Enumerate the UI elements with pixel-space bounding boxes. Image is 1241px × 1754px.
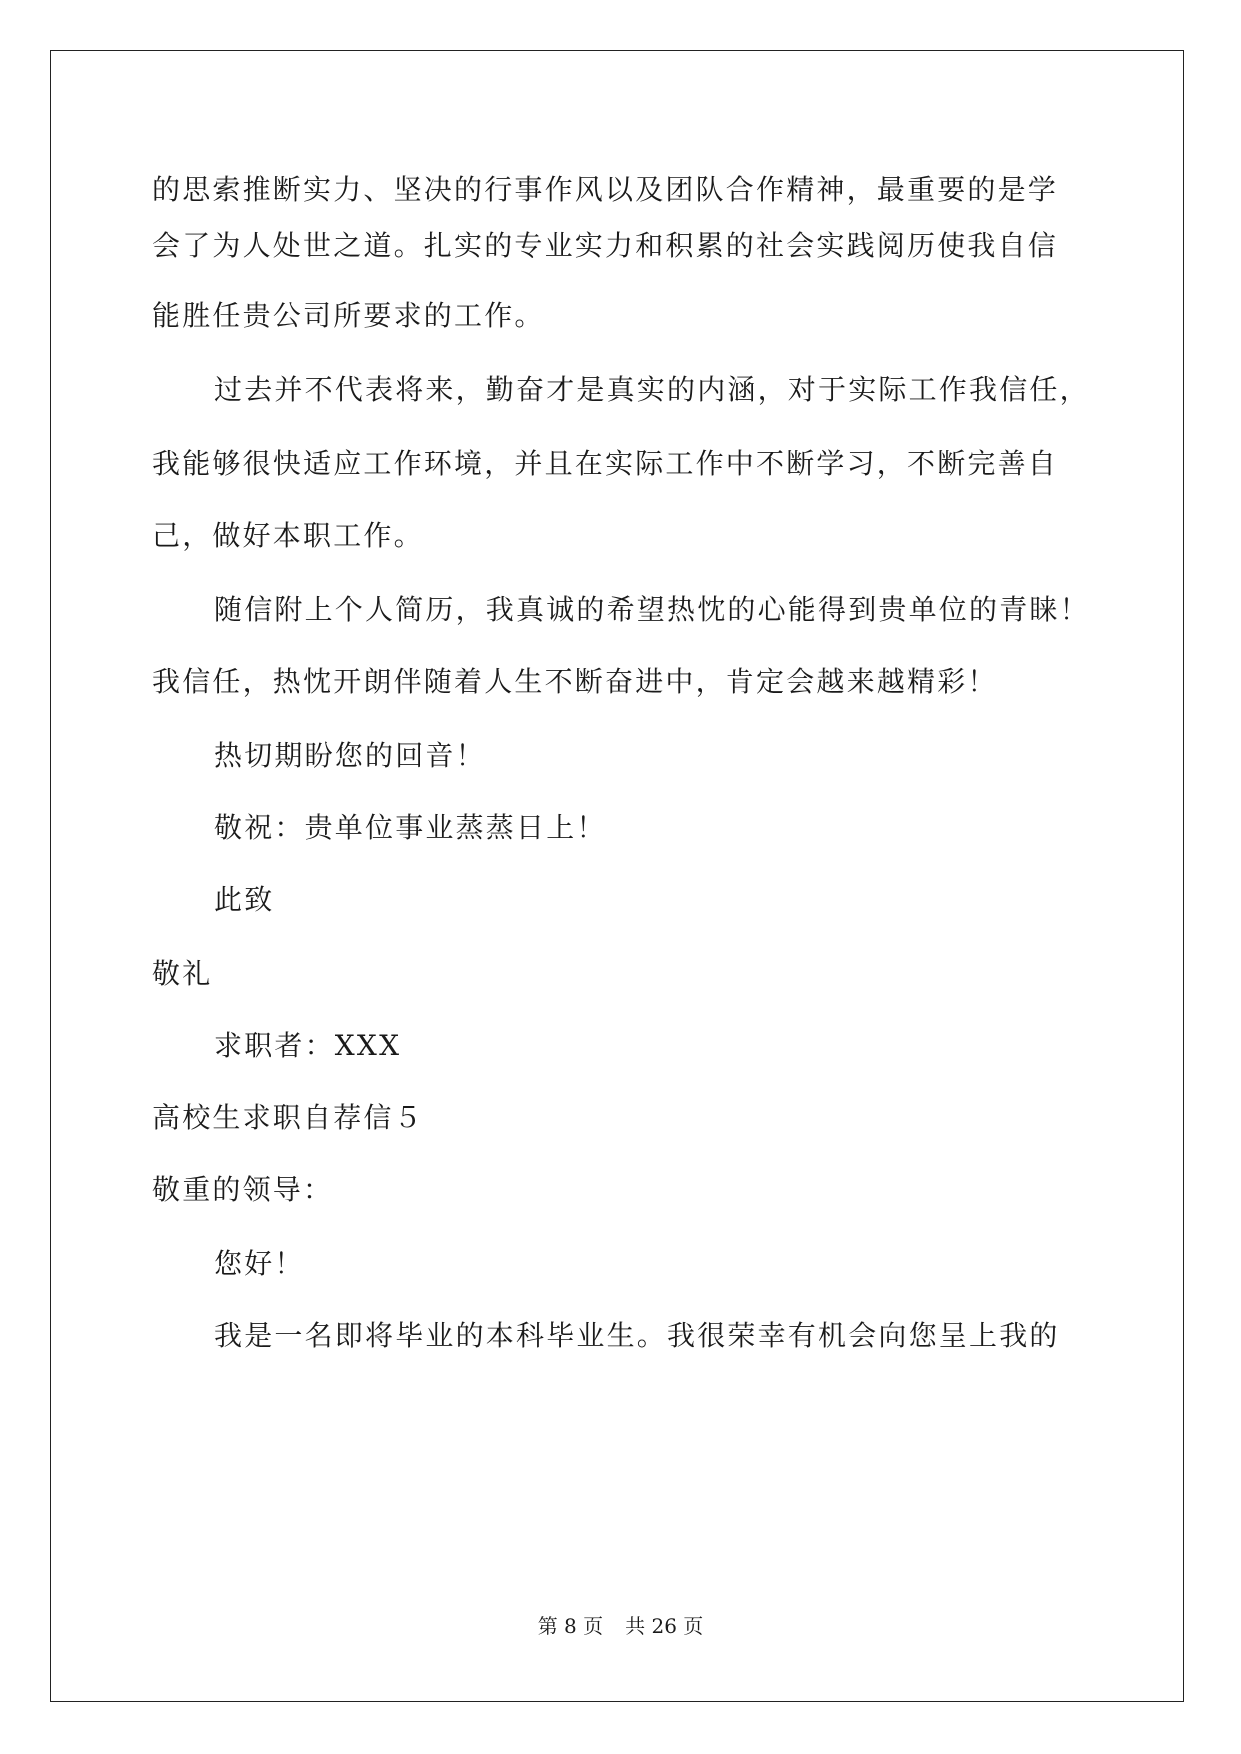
body-text-line: 热切期盼您的回音！ bbox=[214, 739, 486, 772]
page-number-label: 第 8 页 bbox=[537, 1614, 604, 1638]
closing-phrase: 此致 bbox=[214, 883, 275, 916]
signature-line: 求职者：XXX bbox=[214, 1029, 402, 1062]
greeting: 您好！ bbox=[214, 1247, 305, 1280]
page-footer bbox=[0, 1612, 1241, 1640]
body-text-line: 我信任，热忱开朗伴随着人生不断奋进中，肯定会越来越精彩！ bbox=[152, 665, 998, 698]
section-heading: 高校生求职自荐信５ bbox=[152, 1101, 424, 1134]
body-text-line: 敬祝：贵单位事业蒸蒸日上！ bbox=[214, 811, 607, 844]
body-text-line: 己，做好本职工作。 bbox=[152, 519, 424, 552]
body-text-line: 的思索推断实力、坚决的行事作风以及团队合作精神，最重要的是学 bbox=[152, 173, 1059, 206]
body-text-line: 我是一名即将毕业的本科毕业生。我很荣幸有机会向您呈上我的 bbox=[214, 1319, 1060, 1352]
body-text-line: 随信附上个人简历，我真诚的希望热忱的心能得到贵单位的青睐！ bbox=[214, 593, 1090, 626]
greeting-recipient: 敬重的领导： bbox=[152, 1173, 334, 1206]
body-text-line: 过去并不代表将来，勤奋才是真实的内涵，对于实际工作我信任， bbox=[214, 373, 1090, 406]
body-text-line: 能胜任贵公司所要求的工作。 bbox=[152, 299, 545, 332]
body-text-line: 会了为人处世之道。扎实的专业实力和积累的社会实践阅历使我自信 bbox=[152, 229, 1059, 262]
closing-salutation: 敬礼 bbox=[152, 957, 213, 990]
total-pages-label: 共 26 页 bbox=[625, 1614, 704, 1638]
body-text-line: 我能够很快适应工作环境，并且在实际工作中不断学习，不断完善自 bbox=[152, 447, 1059, 480]
